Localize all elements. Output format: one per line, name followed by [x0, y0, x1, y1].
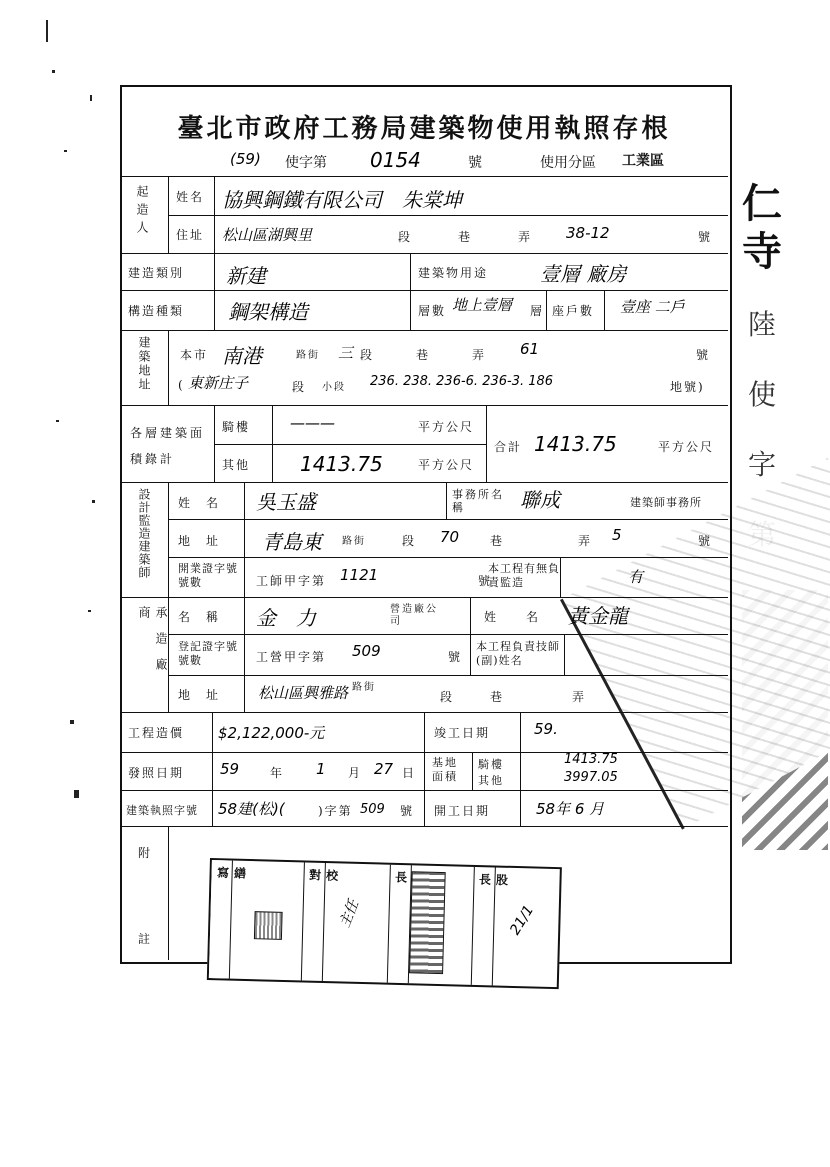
supervise-value: 有 [628, 568, 644, 586]
floor-area-label-text: 各層建築面積錄計 [130, 426, 206, 466]
site-road: 南港 [222, 344, 262, 368]
rule [214, 405, 215, 482]
owner-address-label: 住址 [176, 228, 205, 242]
rule [120, 330, 728, 331]
lot-open-paren: ( [178, 378, 185, 392]
cost-value: $2,122,000-元 [218, 724, 325, 742]
floors-label: 層數 [418, 304, 447, 318]
contractor-name: 金 力 [256, 606, 316, 630]
other-label: 其他 [222, 458, 251, 472]
floors-value: 地上壹層 [452, 296, 513, 314]
rule [486, 405, 487, 482]
owner-addr-xiang: 巷 [458, 230, 473, 244]
rule [168, 634, 728, 635]
adjacent-document-fragment: 仁 寺 陸 使 字 [742, 170, 830, 870]
arcade-unit: 平方公尺 [418, 420, 475, 434]
document-title: 臺北市政府工務局建築物使用執照存根 [177, 114, 671, 144]
scan-speck [64, 150, 67, 152]
reg-number: 509 [352, 642, 381, 660]
permit-suffix: 號 [468, 155, 482, 171]
rule [472, 752, 473, 790]
scan-speck [70, 720, 74, 724]
rule [168, 826, 169, 960]
designer-name: 吳玉盛 [256, 490, 316, 514]
scan-speck [88, 610, 91, 612]
designer-road-label: 路街 [342, 536, 366, 547]
signoff-col4: 股長 [476, 873, 509, 936]
rule [120, 482, 728, 483]
signoff-date: 21/1 [507, 902, 538, 938]
contractor-addr-xiang: 巷 [490, 690, 505, 704]
zone-value: 工業區 [622, 153, 664, 169]
rule [272, 405, 273, 482]
site-duan: 段 [360, 348, 375, 362]
complete-label: 竣工日期 [434, 726, 491, 740]
rule [214, 444, 486, 445]
rule [560, 557, 561, 597]
lot-area: 東新庄子 [188, 374, 249, 392]
site-nong: 弄 [472, 348, 487, 362]
designer-nong-value: 5 [612, 526, 622, 544]
contractor-addr-label: 地址 [178, 688, 235, 702]
rule [120, 290, 728, 291]
total-unit: 平方公尺 [658, 440, 715, 454]
office-label: 事務所名稱 [452, 488, 504, 514]
scan-speck [52, 70, 55, 73]
signoff-strip [207, 858, 562, 989]
contractor-addr-duan: 段 [440, 690, 455, 704]
permit-number-value: 509 [360, 802, 385, 817]
scan-speck [56, 420, 59, 422]
owner-name-label: 姓名 [176, 190, 205, 204]
license-text: 工師甲字第 [256, 574, 327, 588]
contractor-addr-road: 路街 [352, 682, 376, 693]
signoff-col1: 繕寫 [214, 866, 247, 929]
start-date: 58年 6 月 [536, 800, 605, 818]
reg-text: 工營甲字第 [256, 650, 327, 664]
rule [120, 826, 728, 827]
permit-hao: 號 [400, 804, 415, 818]
base-area-label: 基地面積 [432, 756, 458, 783]
other-unit: 平方公尺 [418, 458, 475, 472]
designer-addr: 青島東 [262, 530, 322, 554]
site-xiang: 巷 [416, 348, 431, 362]
designer-nong: 弄 [578, 534, 593, 548]
tech-label: 本工程負責技師(副)姓名 [476, 640, 560, 667]
rule [168, 215, 728, 216]
permit-year: (59) [230, 150, 261, 168]
floor-area-label [130, 420, 210, 472]
rule [168, 176, 169, 253]
seal-stamp [254, 911, 283, 940]
rule [168, 519, 728, 520]
rule [214, 176, 215, 253]
issue-label: 發照日期 [128, 766, 185, 780]
rule [212, 712, 213, 826]
permit-number: 0154 [370, 148, 421, 172]
rule [120, 253, 728, 254]
designer-duan: 段 [402, 534, 417, 548]
designer-addr-label: 地址 [178, 534, 235, 548]
rule [604, 290, 605, 330]
base-arcade-value: 1413.75 [564, 752, 618, 767]
site-number: 61 [520, 340, 540, 358]
rule [546, 290, 547, 330]
base-arcade-label: 騎樓 [478, 758, 504, 771]
approval-stamp [409, 871, 446, 974]
floors-unit: 層 [530, 304, 545, 318]
designer-hao: 號 [698, 534, 713, 548]
rule [120, 405, 728, 406]
designer-xiang: 巷 [490, 534, 505, 548]
rule [120, 597, 728, 598]
rule [520, 712, 521, 826]
arcade-label: 騎樓 [222, 420, 251, 434]
units-label: 座戶數 [552, 304, 595, 318]
permit-prefix: 使字第 [285, 155, 327, 171]
build-type: 新建 [226, 264, 266, 288]
rule [446, 482, 447, 519]
designer-section-label: 設計監造建築師 [137, 488, 151, 579]
total-value: 1413.75 [534, 432, 617, 456]
reg-suffix: 號 [448, 650, 463, 664]
notes-label-top: 附 [138, 846, 153, 860]
license-label: 開業證字號號數 [178, 562, 238, 589]
owner-addr-nong: 弄 [518, 230, 533, 244]
scan-speck [92, 500, 95, 503]
rule [120, 176, 728, 177]
rule [244, 482, 245, 712]
lot-duan: 段 [292, 380, 307, 394]
office-name: 聯成 [520, 488, 560, 512]
lot-small: 小段 [322, 382, 346, 393]
rule [214, 253, 215, 330]
struct-type: 鋼架構造 [228, 300, 308, 324]
permit-mid: )字第 [318, 804, 353, 818]
owner-addr-hao: 號 [698, 230, 713, 244]
site-duan-value: 三 [338, 344, 354, 362]
site-hao: 號 [696, 348, 711, 362]
permit-label: 建築執照字號 [126, 804, 198, 817]
signoff-col2: 校對 [306, 868, 339, 932]
issue-ri: 日 [402, 766, 417, 780]
owner-address: 松山區湖興里 [222, 226, 313, 244]
owner-addr-duan: 段 [398, 230, 413, 244]
issue-yue: 月 [348, 766, 363, 780]
complete-date: 59. [534, 720, 558, 738]
issue-year: 59 [220, 760, 240, 778]
rule [168, 675, 728, 676]
rule [470, 597, 471, 675]
owner-section-label: 起造人 [135, 185, 149, 239]
supervise-label: 本工程有無負責監造 [488, 562, 560, 589]
cost-label: 工程造價 [128, 726, 185, 740]
base-other-value: 3997.05 [564, 770, 618, 785]
base-other-label: 其他 [478, 774, 504, 787]
scan-speck [74, 790, 79, 798]
lot-numbers: 236. 238. 236-6. 236-3. 186 [370, 374, 554, 389]
lot-suffix: 地號) [670, 380, 705, 394]
designer-name-label: 姓名 [178, 496, 235, 510]
signoff-col3: 組長 [392, 870, 408, 934]
owner-name: 協興鋼鐵有限公司 朱棠坤 [222, 188, 462, 212]
notes-label-bottom: 註 [138, 932, 153, 946]
signoff-sig-1: 主任 [336, 898, 363, 930]
permit-value: 58建(松)( [218, 800, 285, 818]
rule [410, 253, 411, 330]
build-use: 壹層 廠房 [540, 262, 627, 286]
form-frame [120, 85, 732, 964]
contractor-addr-nong: 弄 [572, 690, 587, 704]
start-label: 開工日期 [434, 804, 491, 818]
struct-label: 構造種類 [128, 304, 185, 318]
site-section-label: 建築地址 [137, 336, 151, 392]
owner-address-number: 38-12 [566, 224, 610, 242]
rule [564, 634, 565, 675]
rule [168, 557, 728, 558]
license-suffix: 號 [478, 574, 493, 588]
site-city: 本市 [180, 348, 209, 362]
build-use-label: 建築物用途 [418, 266, 489, 280]
total-label: 合計 [494, 440, 523, 454]
rule [168, 330, 169, 405]
build-type-label: 建造類別 [128, 266, 185, 280]
office-suffix: 建築師事務所 [630, 496, 702, 509]
scan-speck [90, 95, 92, 101]
issue-nian: 年 [270, 766, 285, 780]
issue-day: 27 [374, 760, 394, 778]
units-value: 壹座 二戶 [620, 298, 685, 316]
site-road-label: 路街 [296, 350, 320, 361]
issue-month: 1 [316, 760, 326, 778]
contractor-section-label: 承造廠商 [137, 606, 168, 684]
license-number: 1121 [340, 566, 379, 584]
rule [424, 712, 425, 826]
other-value: 1413.75 [300, 452, 383, 476]
scan-speck [46, 20, 48, 42]
designer-xiang-value: 70 [440, 528, 460, 546]
contractor-person: 黃金龍 [568, 604, 628, 628]
contractor-type: 營造廠公司 [390, 604, 438, 627]
reg-label: 登記證字號號數 [178, 640, 238, 667]
contractor-person-label: 姓名 [484, 610, 569, 624]
zone-label: 使用分區 [540, 155, 596, 171]
arcade-value: ——— [290, 414, 335, 432]
contractor-name-label: 名稱 [178, 610, 235, 624]
contractor-addr: 松山區興雅路 [258, 684, 349, 702]
